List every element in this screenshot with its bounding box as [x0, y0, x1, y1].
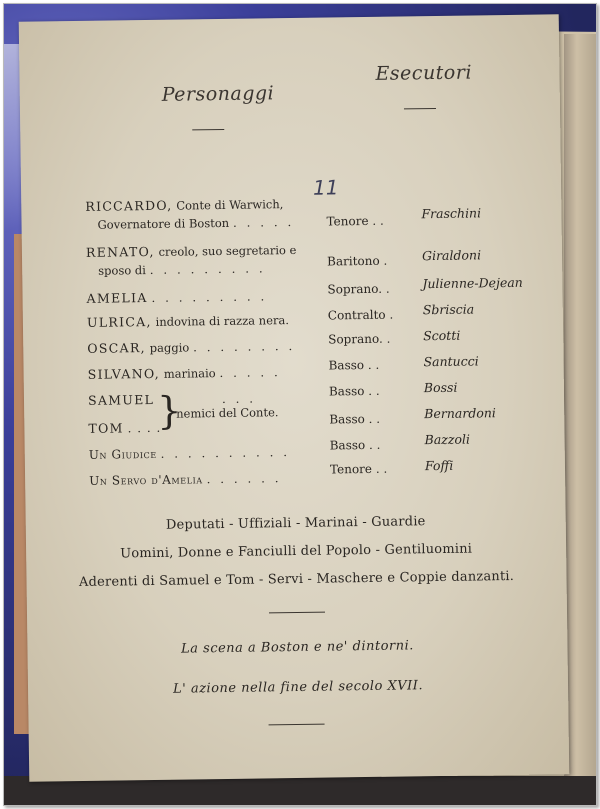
role-cell — [98, 260, 266, 278]
role-description: marinaio — [163, 366, 216, 381]
role-cell — [89, 470, 282, 489]
leader-dots: . . . . . . — [206, 471, 282, 487]
voice-type: Basso . . — [329, 411, 381, 427]
header-rule-left — [192, 129, 224, 130]
leader-dots: . . . — [221, 391, 257, 407]
cast-row-silvano — [24, 353, 564, 382]
role-description: nemici del Conte. — [176, 405, 279, 421]
role-cell — [86, 288, 267, 307]
role-cell — [85, 196, 283, 215]
header-personaggi: Personaggi — [161, 82, 275, 106]
leader-dots: . . . . . . . . — [192, 338, 296, 355]
leader-dots: . . . . . — [232, 214, 295, 230]
page-stack-edge — [564, 34, 596, 794]
role-name: SILVANO, — [87, 365, 161, 382]
role-cell — [88, 364, 281, 383]
brace-symbol: } — [156, 388, 182, 433]
role-name: OSCAR, — [87, 340, 146, 356]
singer-name: Foffi — [424, 457, 454, 474]
leader-dots: . . . . . — [219, 365, 281, 381]
header-esecutori: Esecutori — [375, 61, 473, 85]
role-name: RICCARDO, — [85, 197, 173, 214]
role-name: RENATO, — [85, 243, 155, 260]
role-cell — [97, 214, 294, 233]
role-description: Governatore di Boston — [97, 215, 230, 232]
divider-rule-1 — [269, 612, 325, 614]
role-cell — [88, 420, 161, 437]
singer-name: Scotti — [423, 327, 461, 344]
cast-row-giudice — [25, 431, 565, 462]
role-name: ULRICA, — [86, 313, 152, 330]
singer-name: Santucci — [423, 353, 479, 370]
role-cell — [86, 242, 297, 261]
role-description: indovina di razza nera. — [155, 313, 290, 329]
role-cell — [176, 404, 279, 421]
role-name: Un Servo d'Amelia — [89, 472, 203, 488]
voice-type: Baritono . — [327, 253, 388, 269]
leader-dots: . . . . . . . . . — [151, 289, 268, 305]
voice-type: Basso . . — [328, 357, 380, 373]
leader-dots: . . . . — [127, 420, 162, 436]
role-description: sposo di — [98, 263, 147, 278]
role-name: Un Giudice — [88, 446, 157, 462]
chorus-line-1: Deputati - Uffiziali - Marinai - Guardie — [165, 514, 426, 533]
period-line: L' azione nella fine del secolo XVII. — [172, 678, 424, 697]
voice-type: Tenore . . — [329, 461, 388, 477]
libretto-page — [19, 14, 570, 781]
setting-line: La scena a Boston e ne' dintorni. — [180, 638, 414, 657]
role-name: TOM — [88, 420, 124, 436]
singer-name: Sbriscia — [422, 301, 475, 318]
divider-rule-2 — [269, 724, 325, 726]
singer-name: Bossi — [423, 379, 458, 396]
voice-type: Tenore . . — [326, 213, 384, 229]
voice-type: Contralto . — [327, 307, 394, 323]
role-name: AMELIA — [86, 290, 148, 306]
singer-name: Bernardoni — [424, 405, 496, 422]
voice-type: Basso . . — [329, 437, 381, 453]
role-description: creolo, suo segretario e — [158, 242, 297, 259]
header-rule-right — [404, 108, 436, 109]
cast-row-amelia — [22, 274, 562, 306]
cast-row-oscar — [23, 327, 563, 356]
role-name: SAMUEL — [87, 391, 155, 408]
voice-type: Basso . . — [328, 383, 380, 399]
cast-row-ulrica — [23, 301, 563, 330]
role-description: paggio — [149, 340, 190, 356]
role-cell — [89, 444, 290, 463]
singer-name: Bazzoli — [424, 431, 471, 448]
singer-name: Giraldoni — [421, 247, 482, 264]
singer-name: Julienne-Dejean — [422, 274, 523, 292]
voice-type: Soprano. . — [327, 281, 390, 297]
chorus-line-2: Uomini, Donne e Fanciulli del Popolo - Gentiluomini — [120, 541, 473, 562]
singer-name: Fraschini — [421, 205, 482, 222]
cast-row-servo — [25, 457, 565, 488]
leader-dots: . . . . . . . . . — [149, 261, 266, 278]
voice-type: Soprano. . — [328, 331, 391, 347]
handwritten-note: 11 — [312, 175, 339, 200]
leader-dots: . . . . . . . . . . — [160, 445, 291, 461]
role-cell — [87, 312, 289, 331]
cast-row-samuel — [24, 379, 564, 408]
role-description: Conte di Warwich, — [176, 197, 284, 213]
chorus-line-3: Aderenti di Samuel e Tom - Servi - Maschere e Coppie danzanti. — [78, 568, 515, 591]
photo-frame — [3, 3, 597, 806]
role-cell — [87, 338, 295, 357]
